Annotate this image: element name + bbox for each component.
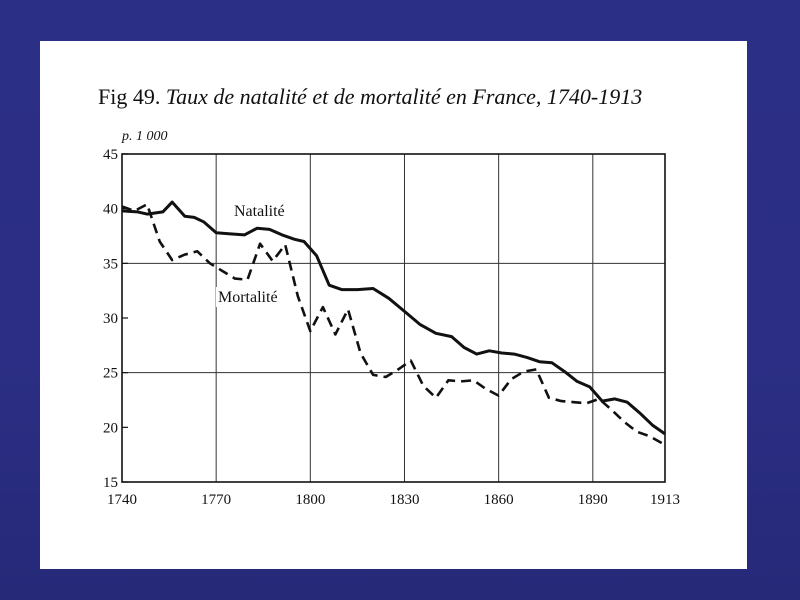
series-label: Mortalité (218, 289, 278, 306)
x-tick-label: 1740 (107, 492, 137, 508)
plot-frame (122, 154, 665, 482)
series-line-mortalit- (122, 204, 665, 444)
series-line-natalit- (122, 202, 665, 434)
figure-prefix: Fig 49. (98, 84, 161, 109)
y-tick-label: 20 (103, 420, 118, 437)
y-tick-label: 40 (103, 201, 118, 218)
y-tick-label: 45 (103, 147, 118, 163)
y-tick-label: 15 (103, 475, 118, 491)
y-tick-label: 25 (103, 365, 118, 382)
x-tick-label: 1830 (389, 492, 420, 508)
series (122, 202, 665, 445)
x-tick-label: 1890 (577, 492, 608, 508)
y-axis-ticks (103, 147, 128, 491)
grid (122, 154, 665, 482)
y-tick-label: 35 (103, 256, 118, 273)
figure-title-text: Taux de natalité et de mortalité en France, 1740-1913 (165, 84, 643, 109)
y-axis-unit-label: p. 1 000 (122, 129, 168, 144)
y-tick-label: 30 (103, 311, 118, 327)
x-tick-label: 1770 (201, 492, 232, 508)
x-tick-label: 1800 (295, 492, 326, 508)
series-labels (216, 201, 287, 307)
x-tick-label: 1913 (650, 492, 680, 508)
x-tick-label: 1860 (483, 492, 514, 508)
x-axis-ticks (107, 492, 680, 508)
series-label: Natalité (234, 203, 285, 220)
